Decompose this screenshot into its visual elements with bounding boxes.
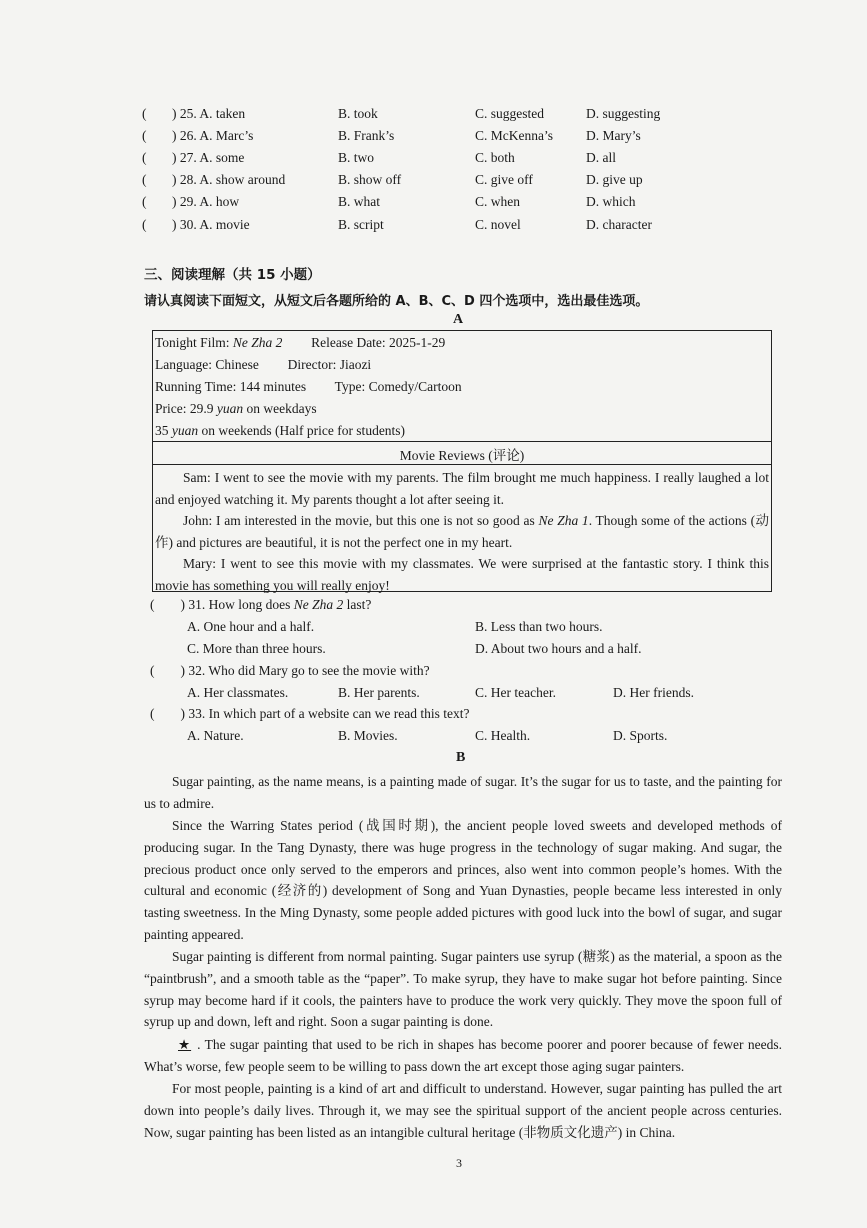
divider [153,441,771,442]
weekend-price-line: 35 yuan on weekends (Half price for students) [155,423,406,438]
reviews-header: Movie Reviews (评论) [399,448,525,463]
answer-paren: ( [142,150,147,165]
option-b: B. took [338,106,378,121]
option-a: A. One hour and a half. [187,619,315,634]
option-a: ) 30. A. movie [172,217,250,232]
cloze-row-25 [142,106,702,128]
answer-paren: ( [150,663,155,678]
passage-b-paragraph-5: For most people, painting is a kind of art and difficult to understand. However, sugar painting has pulled the art down into people’s daily lives. Through it, we may see the spiritual support of the ancient people across centuries. Now, sugar painting has been listed as an intangible cultural heritage (非物质文化遗产) in China. [144,1081,782,1140]
option-d: D. Her friends. [613,685,694,700]
passage-b-paragraph-4: ★ . The sugar painting that used to be rich in shapes has become poorer and poorer because of fewer needs. What’s worse, few people seem to be willing to pass down the art except those aging sugar painters. [144,1037,782,1074]
option-d: D. Mary’s [586,128,641,143]
language: Language: Chinese [155,357,259,372]
language-line [155,357,371,373]
film-info-box [152,330,772,592]
option-b: B. Movies. [338,728,398,743]
director: Director: Jiaozi [287,357,372,372]
option-b: B. Less than two hours. [475,619,603,634]
review-john: John: I am interested in the movie, but this one is not so good as Ne Zha 1. Though some of the actions (动作) and pictures are beautiful, it is not the perfect one in my heart. [155,513,769,550]
option-d: D. About two hours and a half. [475,641,642,656]
option-d: D. all [586,150,616,165]
cloze-row-29 [142,194,702,216]
option-b: B. Frank’s [338,128,395,143]
passage-b-paragraph-3: Sugar painting is different from normal painting. Sugar painters use syrup (糖浆) as the material, a spoon as the “paintbrush”, and a smooth table as the “paper”. To make syrup, they have to make sugar hot before painting. Since syrup may become hard if it cools, the painters have to produce the work very quickly. They move the spoon full of syrup up and down, left and right. Soon a sugar painting is done. [144,949,782,1030]
option-c: C. suggested [475,106,544,121]
cloze-row-30 [142,217,702,239]
instruction: 请认真阅读下面短文，从短文后各题所给的 A、B、C、D 四个选项中，选出最佳选项。 [144,294,649,309]
answer-paren: ( [142,128,147,143]
option-c: C. Health. [475,728,531,743]
review-mary: Mary: I went to see this movie with my classmates. We were surprised at the fantastic story. I think this movie has something you will really enjoy! [155,556,769,593]
option-b: B. script [338,217,384,232]
option-b: B. show off [338,172,402,187]
answer-paren: ( [142,194,147,209]
option-b: B. Her parents. [338,685,420,700]
film-type: Type: Comedy/Cartoon [334,379,462,394]
cloze-row-27 [142,150,702,172]
option-b: B. two [338,150,375,165]
option-a: ) 27. A. some [172,150,245,165]
question-31: ( ) 31. How long does Ne Zha 2 last? [150,597,372,612]
option-c: C. More than three hours. [187,641,326,656]
option-c: C. give off [475,172,533,187]
option-c: C. both [475,150,515,165]
review-sam: Sam: I went to see the movie with my parents. The film brought me much happiness. I really laughed a lot and enjoyed watching it. My parents thought a lot after seeing it. [155,470,769,507]
answer-paren: ( [142,106,147,121]
passage-b-label: B [456,750,466,765]
option-b: B. what [338,194,380,209]
option-a: ) 26. A. Marc’s [172,128,254,143]
cloze-row-28 [142,172,702,194]
page-number: 3 [456,1156,462,1170]
star-blank: ★ [178,1037,192,1052]
answer-paren: ( [150,597,155,612]
option-d: D. which [586,194,636,209]
passage-a-label: A [453,312,464,327]
option-a: A. Nature. [187,728,244,743]
option-c: C. Her teacher. [475,685,556,700]
option-c: C. novel [475,217,521,232]
running-time: Running Time: 144 minutes [155,379,307,394]
passage-b-paragraph-2: Since the Warring States period (战国时期), the ancient people loved sweets and developed methods of producing sugar. In the Tang Dynasty, there was huge progress in the technology of sugar making. And sugar, the precious product once only served to the emperors and princes, also went into common people’s homes. With the cultural and economic (经济的) development of Song and Yuan Dynasties, people became less interested in only tasting sweetness. In the Ming Dynasty, some people added pictures with good luck into the bowl of sugar, and sugar painting appeared. [144,818,782,942]
answer-paren: ( [150,706,155,721]
section-title: 三、阅读理解（共 15 小题） [144,267,321,283]
option-a: A. Her classmates. [187,685,289,700]
running-line [155,379,462,395]
question-33: ( ) 33. In which part of a website can we read this text? [150,706,470,721]
answer-paren: ( [142,217,147,232]
price-line: Price: 29.9 yuan on weekdays [155,401,317,416]
film-title-line: Tonight Film: Ne Zha 2 Release Date: 2025-1-29 [155,335,446,350]
option-d: D. suggesting [586,106,661,121]
answer-paren: ( [142,172,147,187]
divider [153,464,771,465]
passage-b-paragraph-1: Sugar painting, as the name means, is a painting made of sugar. It’s the sugar for us to taste, and the painting for us to admire. [144,774,782,811]
option-d: D. character [586,217,652,232]
option-d: D. Sports. [613,728,668,743]
release-date: Release Date: 2025-1-29 [311,335,446,350]
option-c: C. when [475,194,520,209]
option-a: ) 28. A. show around [172,172,286,187]
option-d: D. give up [586,172,643,187]
option-a: ) 25. A. taken [172,106,246,121]
option-a: ) 29. A. how [172,194,240,209]
film-title: Ne Zha 2 [232,335,283,350]
question-32: ( ) 32. Who did Mary go to see the movie with? [150,663,430,678]
cloze-row-26 [142,128,702,150]
option-c: C. McKenna’s [475,128,553,143]
